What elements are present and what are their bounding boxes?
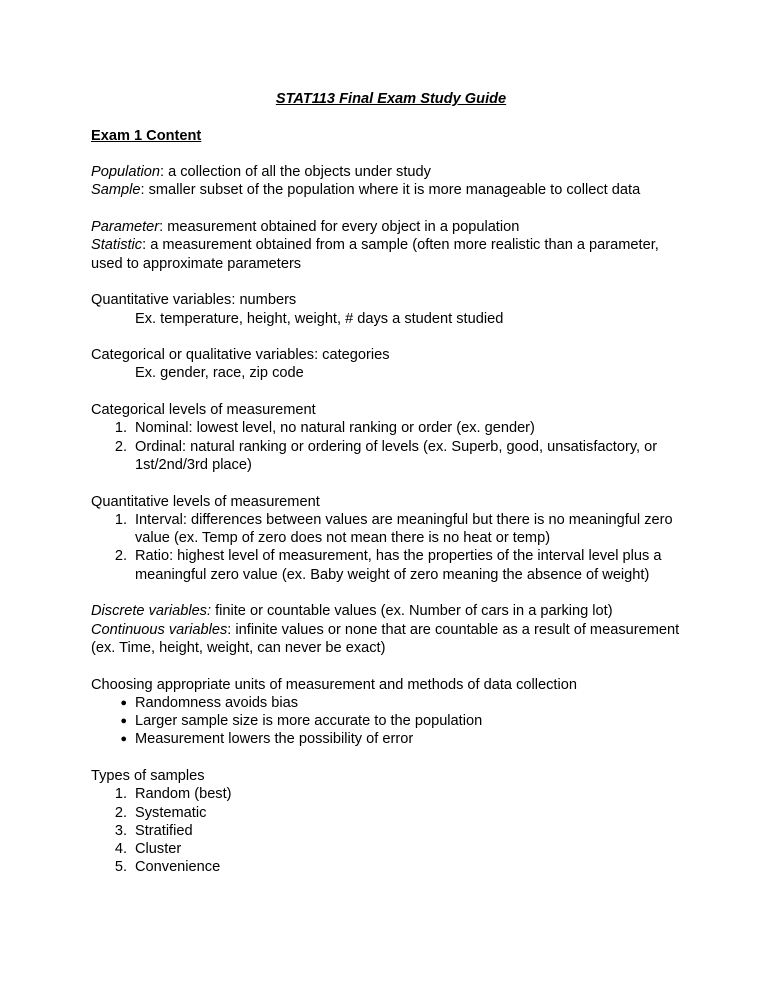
list-item [91,785,691,803]
section-heading: Exam 1 Content [91,127,202,144]
sample-types-list [91,785,691,876]
list-marker: 1. [114,786,127,803]
discrete-continuous-block [91,602,691,657]
quantitative-levels-list [91,511,691,584]
list-item-text: Larger sample size is more accurate to the population [135,713,483,730]
population-text: : a collection of all the objects under study [159,164,431,181]
list-item-text: Interval: differences between values are meaningful but there is no meaningful zero value (ex. Temp of zero does not mean there is no heat or temp) [135,511,673,547]
list-marker: 4. [114,841,127,858]
parameter-statistic-block [91,218,691,273]
list-item-text: Measurement lowers the possibility of error [135,731,414,748]
list-item-text: Nominal: lowest level, no natural ranking or order (ex. gender) [135,420,535,437]
list-item [91,694,691,712]
list-item [91,804,691,822]
categorical-levels-heading: Categorical levels of measurement [91,402,316,419]
choosing-heading: Choosing appropriate units of measurement and methods of data collection [91,676,577,693]
population-term: Population [91,164,160,181]
list-item-text: Ordinal: natural ranking or ordering of levels (ex. Superb, good, unsatisfactory, or 1st/2nd/3rd place) [135,438,658,473]
continuous-text: : infinite values or none that are countable as a result of measurement (ex. Time, height, weight, can never be exact) [91,621,680,656]
quantitative-line: Quantitative variables: numbers [91,292,297,309]
discrete-definition [91,602,691,620]
list-marker: 5. [114,859,127,876]
list-item-text: Randomness avoids bias [135,694,299,711]
list-item [91,547,691,584]
categorical-levels-block [91,401,691,474]
list-item-text: Convenience [135,859,221,876]
categorical-block [91,346,691,383]
choosing-list [91,694,691,749]
sample-text: : smaller subset of the population where it is more manageable to collect data [140,182,641,199]
list-marker: 1. [114,511,127,528]
statistic-term: Statistic [91,237,143,254]
list-item [91,840,691,858]
population-definition [91,163,691,181]
list-item-text: Cluster [135,841,182,858]
list-marker: 2. [114,548,127,565]
quantitative-example: Ex. temperature, height, weight, # days a student studied [135,310,504,327]
list-marker: 3. [114,822,127,839]
list-item [91,730,691,748]
parameter-definition [91,218,691,236]
list-item [91,858,691,876]
list-item [91,822,691,840]
population-sample-block [91,163,691,200]
list-item [91,419,691,437]
list-item [91,438,691,475]
quantitative-levels-heading: Quantitative levels of measurement [91,493,320,510]
sample-types-block [91,767,691,877]
list-item-text: Systematic [135,804,207,821]
discrete-text: finite or countable values (ex. Number of cars in a parking lot) [211,603,613,620]
parameter-term: Parameter [91,219,160,236]
list-item [91,712,691,730]
sample-definition [91,181,691,199]
sample-types-heading: Types of samples [91,767,205,784]
categorical-levels-list [91,419,691,474]
list-item-text: Ratio: highest level of measurement, has the properties of the interval level plus a meaningful zero value (ex. Baby weight of zero meaning the absence of weight) [135,548,662,583]
sample-term: Sample [91,182,141,199]
categorical-example: Ex. gender, race, zip code [135,365,304,382]
page-title: STAT113 Final Exam Study Guide [275,91,507,107]
categorical-line: Categorical or qualitative variables: categories [91,347,390,364]
continuous-term: Continuous variables [91,621,228,638]
list-marker: 2. [114,804,127,821]
list-item [91,511,691,548]
quantitative-levels-block [91,493,691,584]
list-item-text: Stratified [135,822,193,839]
statistic-definition [91,236,691,273]
statistic-text: : a measurement obtained from a sample (often more realistic than a parameter, used to approximate parameters [91,237,659,272]
discrete-term: Discrete variables: [91,603,212,620]
bullet-icon: ● [120,715,127,728]
list-item-text: Random (best) [135,786,232,803]
list-marker: 2. [114,438,127,455]
bullet-icon: ● [120,733,127,746]
bullet-icon: ● [120,696,127,709]
parameter-text: : measurement obtained for every object in a population [159,219,520,236]
choosing-block [91,676,691,749]
document-body [91,90,691,895]
quantitative-block [91,291,691,328]
list-marker: 1. [114,420,127,437]
continuous-definition [91,621,691,658]
